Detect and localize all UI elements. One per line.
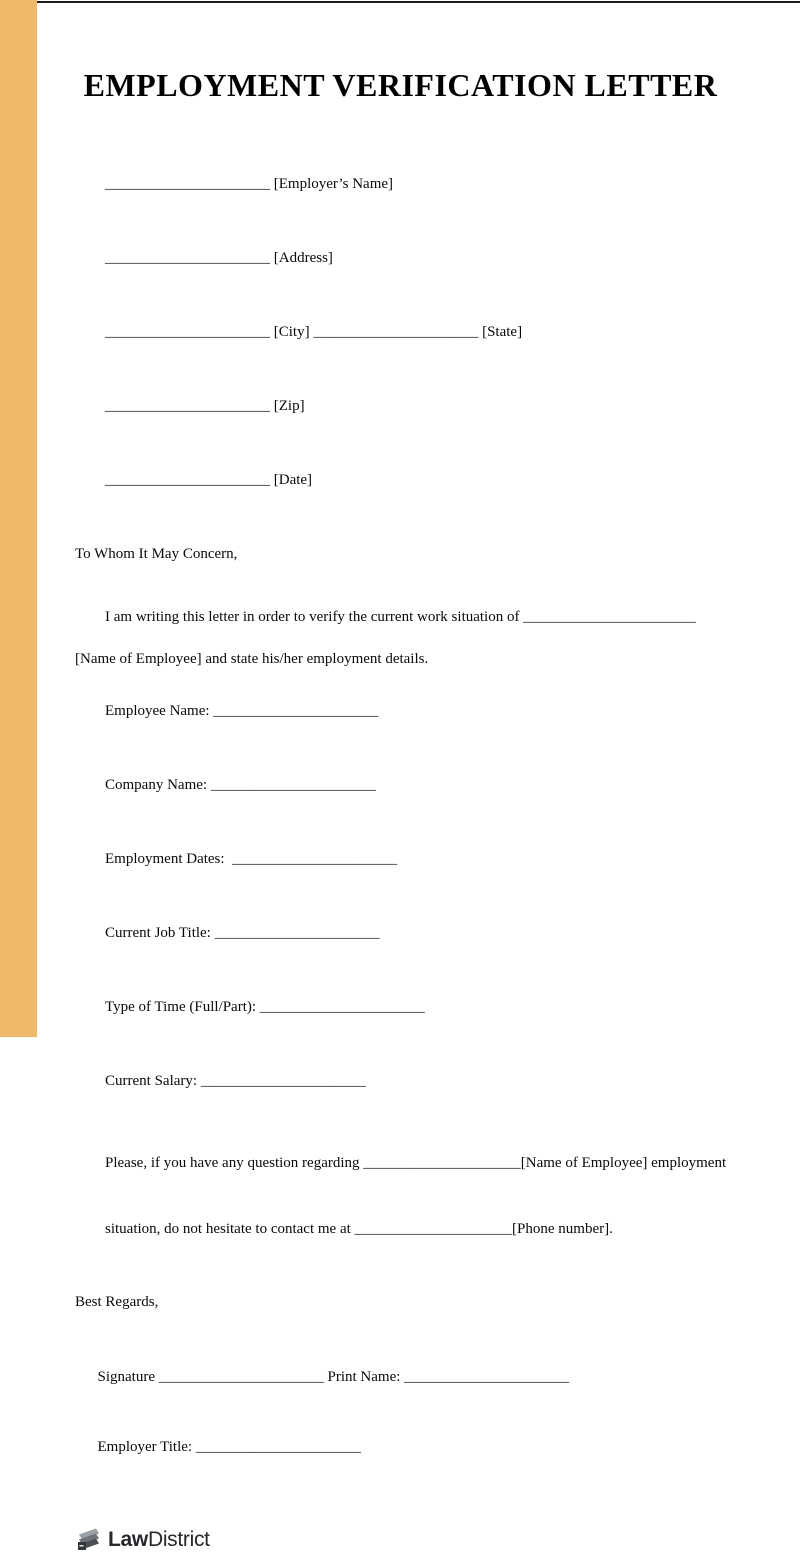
contact-line-1 bbox=[75, 1130, 762, 1196]
address-label: [Address] bbox=[270, 250, 333, 266]
logo-text-district: District bbox=[147, 1527, 210, 1551]
logo-text bbox=[108, 1527, 210, 1552]
current-job-title-field-label: Current Job Title: bbox=[105, 925, 215, 941]
employee-name-field-blank: ______________________ bbox=[213, 703, 379, 719]
employment-dates-field-label: Employment Dates: bbox=[105, 851, 233, 867]
employee-name-field-label: Employee Name: bbox=[105, 703, 214, 719]
address-line bbox=[75, 233, 762, 284]
signature-blank: ______________________ bbox=[158, 1369, 324, 1385]
company-name-row bbox=[75, 760, 762, 811]
intro-line-1 bbox=[75, 586, 762, 649]
intro-line-2: [Name of Employee] and state his/her employment details. bbox=[75, 651, 429, 667]
zip-line bbox=[75, 381, 762, 432]
current-salary-field-blank: ______________________ bbox=[200, 1073, 366, 1089]
brand-logo bbox=[75, 1526, 762, 1552]
logo-text-law: Law bbox=[108, 1527, 148, 1551]
contact-line-1-text: Please, if you have any question regarding bbox=[105, 1155, 364, 1171]
contact-paragraph bbox=[75, 1130, 762, 1262]
accent-stripe bbox=[0, 0, 37, 1037]
current-salary-field-label: Current Salary: bbox=[105, 1073, 201, 1089]
company-name-field-blank: ______________________ bbox=[210, 777, 376, 793]
signature-label: Signature bbox=[97, 1369, 159, 1385]
page-top-border bbox=[37, 1, 800, 3]
date-blank: ______________________ bbox=[105, 472, 270, 488]
employee-name-row bbox=[75, 686, 762, 737]
salutation-text: To Whom It May Concern, bbox=[75, 546, 238, 562]
city-label: [City] bbox=[270, 324, 314, 340]
document-content bbox=[37, 66, 800, 1552]
contact-line-2 bbox=[75, 1196, 762, 1262]
date-line bbox=[75, 455, 762, 506]
type-of-time-field-blank: ______________________ bbox=[259, 999, 425, 1015]
employer-title-blank: ______________________ bbox=[195, 1439, 361, 1455]
employer-title-row bbox=[75, 1422, 762, 1473]
contact-line-2-text: situation, do not hesitate to contact me at bbox=[105, 1221, 355, 1237]
closing-text: Best Regards, bbox=[75, 1294, 159, 1310]
print-name-blank: ______________________ bbox=[404, 1369, 570, 1385]
contact-phone-blank: _____________________ bbox=[354, 1221, 513, 1237]
address-blank: ______________________ bbox=[105, 250, 270, 266]
state-blank: ______________________ bbox=[313, 324, 479, 340]
city-blank: ______________________ bbox=[105, 324, 270, 340]
employer-name-line bbox=[75, 159, 762, 210]
employer-name-label: [Employer’s Name] bbox=[270, 176, 394, 192]
zip-label: [Zip] bbox=[270, 398, 305, 414]
employment-details-fields bbox=[75, 686, 762, 1107]
print-name-label: Print Name: bbox=[323, 1369, 405, 1385]
address-block bbox=[75, 159, 762, 506]
city-state-line bbox=[75, 307, 762, 358]
contact-employee-name-blank: _____________________ bbox=[363, 1155, 521, 1171]
type-of-time-field-label: Type of Time (Full/Part): bbox=[105, 999, 260, 1015]
employment-dates-row bbox=[75, 834, 762, 885]
state-label: [State] bbox=[478, 324, 523, 340]
employee-name-inline-blank: _______________________ bbox=[523, 609, 696, 625]
contact-line-2-suffix: [Phone number]. bbox=[512, 1221, 613, 1237]
zip-blank: ______________________ bbox=[105, 398, 270, 414]
current-job-title-row bbox=[75, 908, 762, 959]
company-name-field-label: Company Name: bbox=[105, 777, 211, 793]
intro-line-1-text: I am writing this letter in order to verify the current work situation of bbox=[105, 609, 524, 625]
employment-dates-field-blank: ______________________ bbox=[232, 851, 398, 867]
signature-row bbox=[75, 1352, 762, 1403]
current-salary-row bbox=[75, 1056, 762, 1107]
contact-line-1-suffix: [Name of Employee] employment bbox=[520, 1155, 727, 1171]
page-title: EMPLOYMENT VERIFICATION LETTER bbox=[83, 67, 718, 103]
date-label: [Date] bbox=[270, 472, 313, 488]
intro-paragraph bbox=[75, 586, 762, 670]
employer-title-label: Employer Title: bbox=[97, 1439, 196, 1455]
type-of-time-row bbox=[75, 982, 762, 1033]
employer-name-blank: ______________________ bbox=[105, 176, 270, 192]
document-page bbox=[37, 0, 800, 1551]
layers-stack-icon bbox=[75, 1526, 102, 1552]
current-job-title-field-blank: ______________________ bbox=[214, 925, 380, 941]
